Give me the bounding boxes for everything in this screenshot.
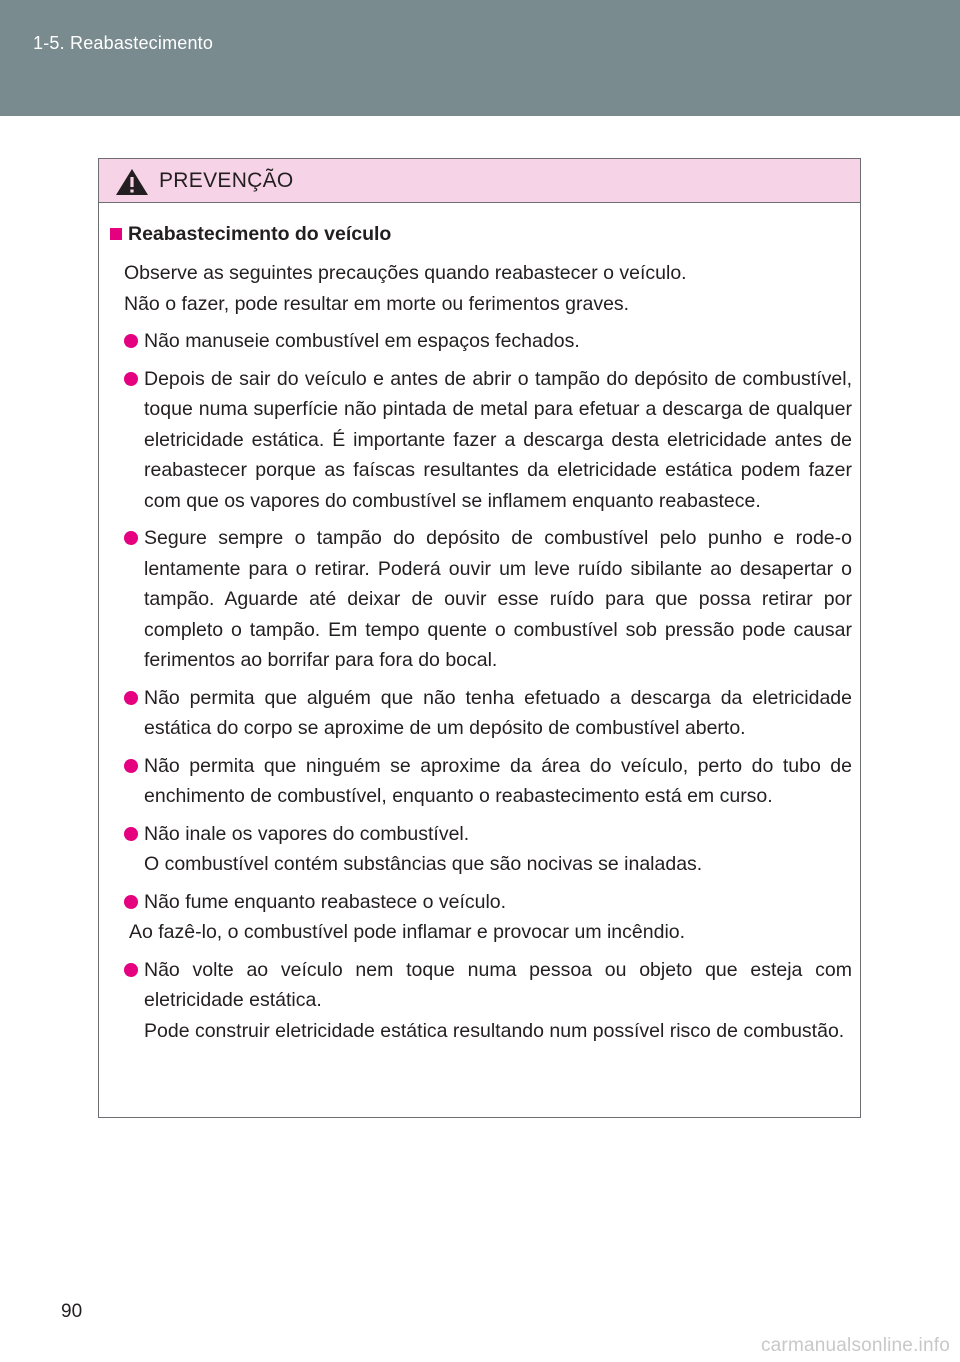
magenta-dot-icon — [124, 531, 138, 545]
bullet-item — [107, 523, 852, 676]
magenta-dot-icon — [124, 963, 138, 977]
caution-box — [98, 158, 861, 1118]
bullet-item — [107, 751, 852, 812]
bullet-item — [107, 683, 852, 744]
magenta-dot-icon — [124, 334, 138, 348]
caution-header — [99, 159, 860, 203]
intro-line: Não o fazer, pode resultar em morte ou ferimentos graves. — [124, 292, 630, 315]
bullet-item — [107, 887, 852, 948]
bullet-note: O combustível contém substâncias que são nocivas se inaladas. — [144, 853, 703, 875]
page-number: 90 — [61, 1301, 83, 1322]
magenta-dot-icon — [124, 372, 138, 386]
bullet-text: Depois de sair do veículo e antes de abrir o tampão do depósito de combustível, toque numa superfície não pintada de metal para efetuar a descarga de qualquer eletricidade estática. É importante fazer a descarga desta eletricidade antes de reabastecer porque as faíscas resultantes da eletricidade estática podem fazer com que os vapores do combustível se inflamem enquanto reabastece. — [144, 367, 852, 512]
bullet-item — [107, 955, 852, 1047]
section-title: 1-5. Reabastecimento — [33, 33, 214, 53]
intro-line: Observe as seguintes precauções quando reabastecer o veículo. — [124, 262, 687, 284]
bullet-item — [107, 364, 852, 517]
bullet-item — [107, 326, 852, 357]
bullet-text: Segure sempre o tampão do depósito de combustível pelo punho e rode-o lentamente para o retirar. Poderá ouvir um leve ruído sibilante ao desapertar o tampão. Aguarde até deixar de ouvir esse ruído para que possa retirar por completo o tampão. Em tempo quente o combustível sob pressão pode causar ferimentos ao borrifar para fora do bocal. — [144, 527, 852, 671]
caution-title: PREVENÇÃO — [159, 169, 294, 192]
subheading-text: Reabastecimento do veículo — [128, 222, 392, 245]
magenta-dot-icon — [124, 895, 138, 909]
bullet-text: Não permita que alguém que não tenha efetuado a descarga da eletricidade estática do corpo se aproxime de um depósito de combustível aberto. — [144, 686, 852, 739]
bullet-note: Pode construir eletricidade estática resultando num possível risco de combustão. — [144, 1019, 845, 1042]
magenta-dot-icon — [124, 759, 138, 773]
warning-triangle-icon — [115, 168, 149, 196]
watermark: carmanualsonline.info — [760, 1335, 950, 1356]
bullet-text: Não manuseie combustível em espaços fechados. — [144, 330, 580, 352]
bullet-text: Não inale os vapores do combustível. — [144, 822, 470, 845]
bullet-note: Ao fazê-lo, o combustível pode inflamar e provocar um incêndio. — [129, 921, 686, 943]
bullet-item — [107, 819, 852, 880]
magenta-square-icon — [110, 228, 122, 240]
bullet-text: Não permita que ninguém se aproxime da área do veículo, perto do tubo de enchimento de combustível, enquanto o reabastecimento está em curso. — [144, 754, 852, 807]
subheading — [107, 219, 852, 249]
magenta-dot-icon — [124, 691, 138, 705]
intro-text — [107, 258, 852, 319]
bullet-text: Não fume enquanto reabastece o veículo. — [144, 890, 507, 913]
caution-body — [99, 203, 860, 1046]
magenta-dot-icon — [124, 827, 138, 841]
bullet-text: Não volte ao veículo nem toque numa pessoa ou objeto que esteja com eletricidade estática. — [144, 958, 852, 1011]
header-band — [0, 0, 960, 116]
